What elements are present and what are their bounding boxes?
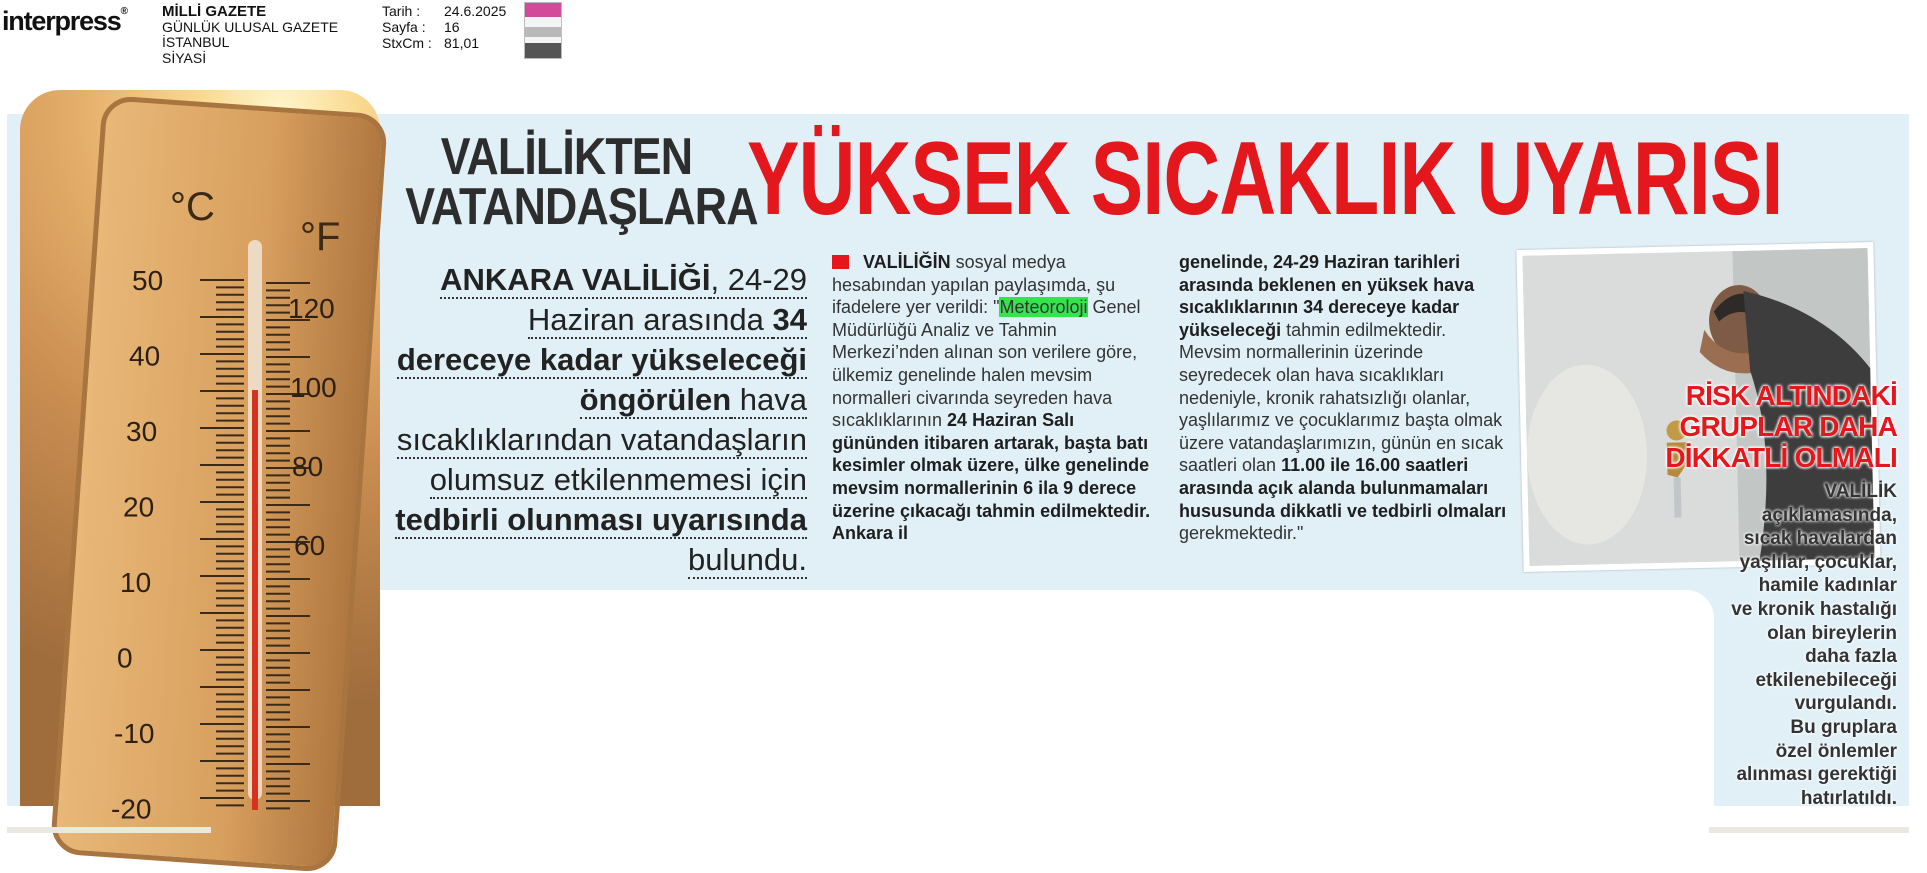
bottom-strip-left (7, 827, 211, 833)
celsius-tick-label: 10 (120, 567, 152, 598)
highlighted-term: Meteoroloji (999, 297, 1088, 318)
sidebar-title-line: RİSK ALTINDAKİ (1685, 380, 1897, 411)
sidebar-body-line: sıcak havalardan (1743, 528, 1897, 550)
lead-paragraph: ANKARA VALİLİĞİ, 24-29 Haziran arasında 34 dereceye kadar yükseleceği öngörülen hava sıcaklıklarından vatandaşların olumsuz etkilenmemesi için tedbirli olunması uyarısında bulundu. (395, 262, 807, 577)
clip-metadata (382, 3, 506, 51)
sidebar-body-line: hamile kadınlar (1758, 575, 1897, 597)
thermometer-image (20, 90, 380, 825)
sidebar-body-line: olan bireylerin (1767, 622, 1897, 644)
red-square-icon (832, 255, 849, 269)
celsius-tick-label: 0 (117, 642, 133, 674)
publication-category: SİYASİ (162, 49, 207, 66)
interpress-logo: interpress® (2, 6, 127, 36)
sidebar-body-line: etkilenebileceği (1755, 669, 1897, 691)
sidebar-body-line: Bu gruplara (1790, 716, 1897, 738)
sidebar-body-line: alınması gerektiği (1736, 764, 1897, 786)
fahrenheit-tick-label: 100 (290, 372, 337, 403)
celsius-tick-label: 30 (126, 416, 158, 447)
celsius-tick-label: -10 (114, 718, 155, 749)
meta-date: Tarih : 24.6.2025 (382, 3, 507, 19)
headline-kicker: VALİLİKTEN VATANDAŞLARA (405, 128, 758, 236)
sidebar-body-line: yaşlılar, çocuklar, (1739, 551, 1897, 573)
celsius-tick-label: 50 (132, 265, 164, 296)
sidebar-body-line: hatırlatıldı. (1800, 787, 1897, 809)
fahrenheit-tick-label: 120 (288, 293, 335, 324)
headline: YÜKSEK SICAKLIK UYARISI (747, 121, 1783, 237)
sidebar-title-line: GRUPLAR DAHA (1679, 411, 1897, 442)
celsius-tick-label: 20 (123, 491, 155, 523)
bottom-strip-right (1709, 827, 1909, 833)
meta-stxcm: StxCm : 81,01 (382, 35, 480, 51)
publication-name: MİLLİ GAZETE (162, 3, 267, 20)
thermometer-scale-icon (20, 90, 380, 825)
publication-type: GÜNLÜK ULUSAL GAZETE (162, 18, 339, 35)
body-column-1: VALİLİĞİN sosyal medya hesabından yapılan paylaşımda, şu ifadelere yer verildi: "Meteoroloji Genel Müdürlüğü Analiz ve Tahmin Merkezi’nden alınan son verilere göre, ülkemiz genelinde halen mevsim normalleri civarında seyreden hava sıcaklıklarının 24 Haziran Salı gününden itibaren artarak, başta batı kesimler olmak üzere, ülke genelinde mevsim normallerinin 6 ila 9 derece üzerine çıkacağı tahmin edilmektedir. Ankara il (832, 252, 1151, 544)
publication-info (162, 4, 338, 66)
white-panel (204, 590, 1714, 850)
sidebar-body-line: VALİLİK (1824, 481, 1897, 502)
sidebar-body (1657, 480, 1897, 810)
publication-city: İSTANBUL (162, 34, 230, 50)
fahrenheit-tick-label: 60 (294, 530, 326, 561)
meta-page: Sayfa : 16 (382, 19, 460, 35)
sidebar-body-line: açıklamasında, (1761, 504, 1897, 526)
sidebar-title (1647, 380, 1897, 473)
fahrenheit-tick-label: 80 (292, 451, 324, 482)
body-column-2: genelinde, 24-29 Haziran tarihleri arasında beklenen en yüksek hava sıcaklıklarının 34 dereceye kadar yükseleceği tahmin edilmektedir. Mevsim normallerinin üzerinde seyredecek olan hava sıcaklıkları nedeniyle, kronik rahatsızlığı olanlar, yaşlılarımız ve çocuklarımız başta olmak üzere vatandaşlarımızın, günün en sıcak saatleri olan 11.00 ile 16.00 saatleri arasında açık alanda bulunmamaları hususunda dikkatli ve tedbirli olmaları gerekmektedir." (1179, 252, 1507, 544)
sidebar-body-line: vurgulandı. (1794, 693, 1897, 715)
fahrenheit-unit: °F (300, 215, 341, 259)
celsius-tick-label: 40 (129, 340, 161, 372)
celsius-unit: °C (170, 185, 215, 229)
sidebar-title-line: DİKKATLİ OLMALI (1665, 442, 1897, 473)
sidebar-body-line: ve kronik hastalığı (1731, 598, 1897, 620)
celsius-tick-label: -20 (111, 793, 152, 825)
sidebar-body-line: daha fazla (1805, 646, 1897, 668)
sidebar-body-line: özel önlemler (1775, 740, 1897, 762)
page-thumbnail[interactable] (524, 2, 562, 59)
